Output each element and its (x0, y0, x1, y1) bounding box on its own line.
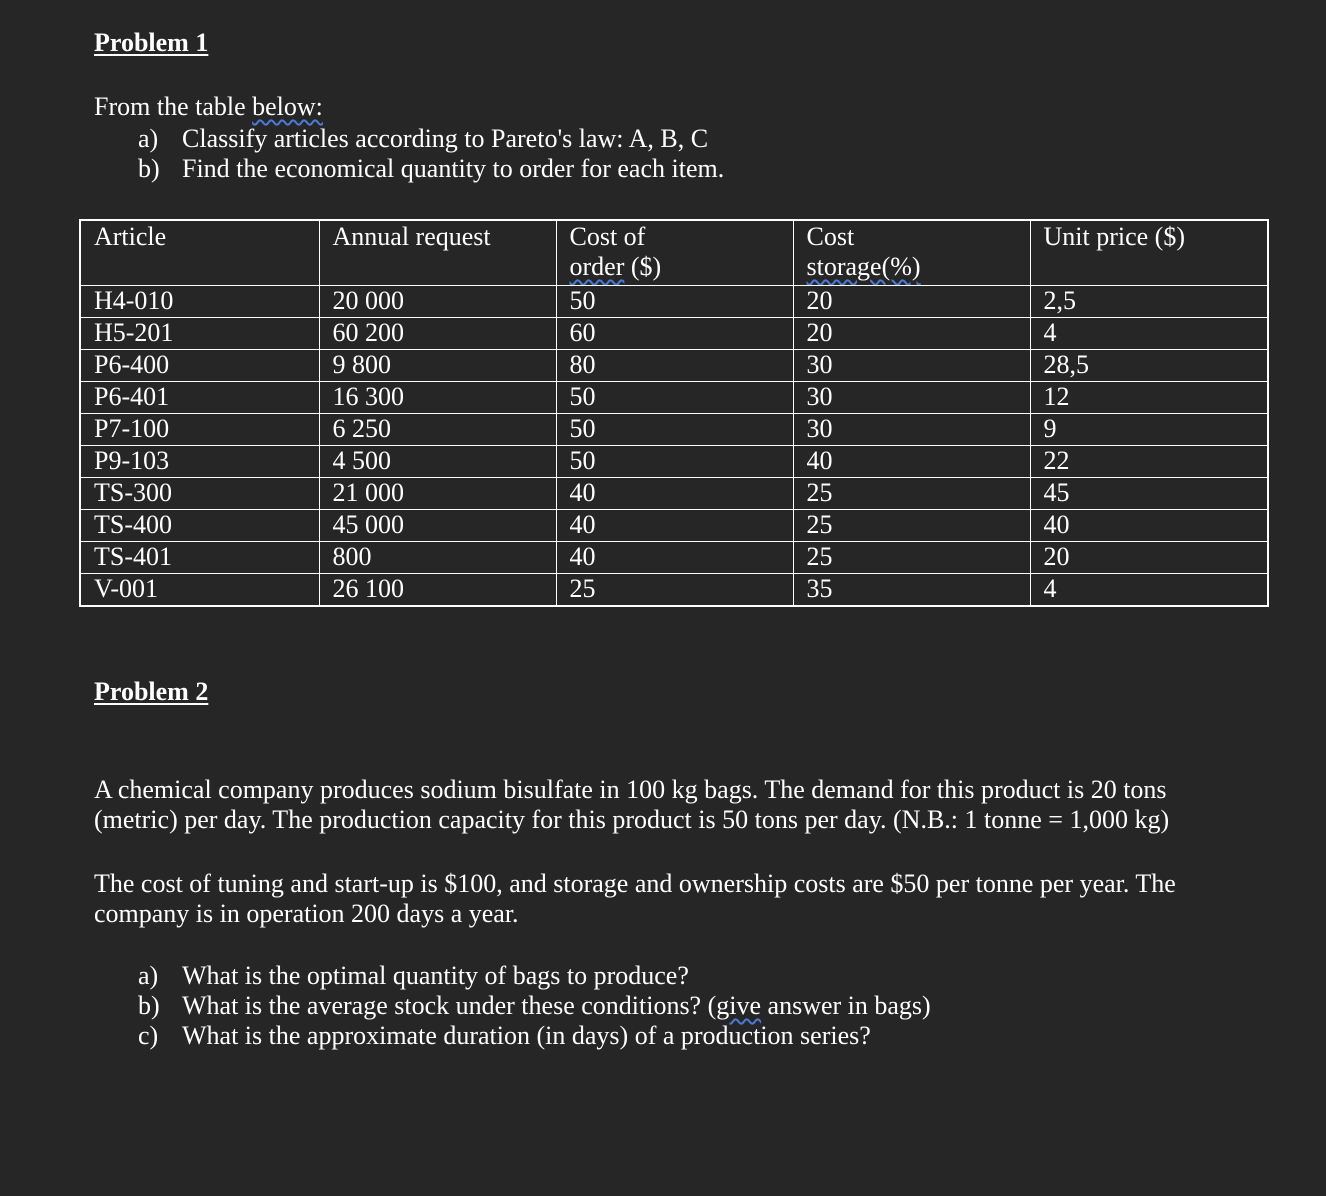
header-storage-word: storage(%) (806, 252, 921, 281)
cell-article: V-001 (80, 574, 319, 607)
header-order-unit: ($) (624, 252, 662, 281)
cell-annual-request: 4 500 (319, 446, 556, 478)
header-cost-of-order-line2 (570, 252, 793, 282)
table-row (80, 446, 1268, 478)
cell-cost-of-order: 50 (556, 286, 793, 318)
question-text-prefix: What is the average stock under these conditions? ( (182, 991, 717, 1020)
task-text: Find the economical quantity to order for each item. (182, 154, 725, 183)
cell-unit-price: 12 (1030, 382, 1268, 414)
cell-cost-of-order: 40 (556, 542, 793, 574)
table-row (80, 542, 1268, 574)
cell-article: P7-100 (80, 414, 319, 446)
cell-annual-request: 16 300 (319, 382, 556, 414)
question-marker: b) (138, 991, 160, 1020)
task-item-a (138, 124, 724, 154)
cell-cost-of-order: 50 (556, 382, 793, 414)
header-cost-of-order (556, 220, 793, 286)
cell-unit-price: 4 (1030, 318, 1268, 350)
cell-cost-storage: 35 (793, 574, 1030, 607)
cell-article: P6-400 (80, 350, 319, 382)
problem-1-task-list (138, 124, 724, 184)
table-row (80, 382, 1268, 414)
cell-cost-storage: 30 (793, 414, 1030, 446)
header-article: Article (80, 220, 319, 286)
task-text: Classify articles according to Pareto's law: A, B, C (182, 124, 709, 153)
cell-unit-price: 9 (1030, 414, 1268, 446)
cell-cost-storage: 40 (793, 446, 1030, 478)
cell-article: TS-401 (80, 542, 319, 574)
cell-article: H5-201 (80, 318, 319, 350)
header-cost-storage (793, 220, 1030, 286)
cell-annual-request: 45 000 (319, 510, 556, 542)
task-item-b (138, 154, 724, 184)
table-row (80, 478, 1268, 510)
cell-annual-request: 800 (319, 542, 556, 574)
cell-unit-price: 40 (1030, 510, 1268, 542)
question-text: What is the optimal quantity of bags to produce? (182, 961, 689, 990)
cell-annual-request: 21 000 (319, 478, 556, 510)
table-row (80, 286, 1268, 318)
cell-annual-request: 9 800 (319, 350, 556, 382)
question-text-suffix: answer in bags) (761, 991, 931, 1020)
table-row (80, 350, 1268, 382)
header-annual-request: Annual request (319, 220, 556, 286)
intro-link-text: below: (252, 92, 323, 121)
cell-annual-request: 60 200 (319, 318, 556, 350)
cell-cost-storage: 25 (793, 542, 1030, 574)
problem-2-question-list (138, 961, 931, 1051)
cell-article: P6-401 (80, 382, 319, 414)
cell-annual-request: 26 100 (319, 574, 556, 607)
table-row (80, 574, 1268, 607)
task-marker: b) (138, 154, 160, 183)
cell-cost-storage: 25 (793, 478, 1030, 510)
cell-unit-price: 22 (1030, 446, 1268, 478)
question-item-b (138, 991, 931, 1021)
table-row (80, 318, 1268, 350)
question-marker: c) (138, 1021, 159, 1050)
header-cost-storage-line2 (807, 252, 1030, 282)
problem-1-heading: Problem 1 (94, 28, 209, 57)
cell-cost-storage: 30 (793, 350, 1030, 382)
cell-annual-request: 6 250 (319, 414, 556, 446)
cell-unit-price: 45 (1030, 478, 1268, 510)
cell-unit-price: 4 (1030, 574, 1268, 607)
cell-unit-price: 28,5 (1030, 350, 1268, 382)
header-order-word: order (569, 252, 625, 281)
question-item-a (138, 961, 931, 991)
cell-unit-price: 20 (1030, 542, 1268, 574)
problem-2-heading: Problem 2 (94, 677, 209, 706)
cell-cost-of-order: 40 (556, 510, 793, 542)
cell-cost-storage: 30 (793, 382, 1030, 414)
problem-1-intro (94, 92, 323, 122)
table-header-row (80, 220, 1268, 286)
question-text-link: give (716, 991, 762, 1020)
question-marker: a) (138, 961, 159, 990)
cell-article: TS-300 (80, 478, 319, 510)
cell-cost-of-order: 80 (556, 350, 793, 382)
header-unit-price: Unit price ($) (1030, 220, 1268, 286)
intro-text: From the table (94, 92, 253, 121)
cell-cost-storage: 20 (793, 318, 1030, 350)
cell-cost-storage: 20 (793, 286, 1030, 318)
table-row (80, 510, 1268, 542)
cell-cost-storage: 25 (793, 510, 1030, 542)
cell-article: TS-400 (80, 510, 319, 542)
cell-article: P9-103 (80, 446, 319, 478)
question-item-c (138, 1021, 931, 1051)
cell-article: H4-010 (80, 286, 319, 318)
table-row (80, 414, 1268, 446)
header-cost-of-order-line1: Cost of (569, 222, 646, 251)
articles-table (79, 219, 1269, 607)
question-text (182, 991, 931, 1021)
task-marker: a) (138, 124, 159, 153)
cell-cost-of-order: 60 (556, 318, 793, 350)
cell-cost-of-order: 40 (556, 478, 793, 510)
cell-cost-of-order: 25 (556, 574, 793, 607)
question-text: What is the approximate duration (in days) of a production series? (182, 1021, 871, 1050)
problem-2-paragraph-1: A chemical company produces sodium bisulfate in 100 kg bags. The demand for this product is 20 tons (metric) per day. The production capacity for this product is 50 tons per day. (N.B.: 1 tonne = 1,000 kg) (94, 775, 1170, 834)
problem-2-paragraph-2: The cost of tuning and start-up is $100, and storage and ownership costs are $50 per tonne per year. The company is in operation 200 days a year. (94, 869, 1176, 928)
cell-cost-of-order: 50 (556, 414, 793, 446)
cell-unit-price: 2,5 (1030, 286, 1268, 318)
cell-cost-of-order: 50 (556, 446, 793, 478)
cell-annual-request: 20 000 (319, 286, 556, 318)
header-cost-storage-line1: Cost (806, 222, 855, 251)
